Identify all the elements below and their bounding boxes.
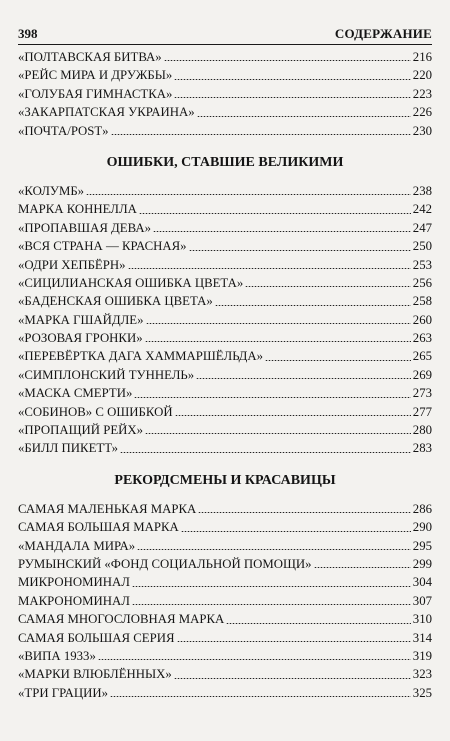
dot-leader	[174, 678, 411, 679]
dot-leader	[139, 213, 411, 214]
toc-entry-title: «МАРКИ ВЛЮБЛЁННЫХ»	[18, 667, 172, 682]
toc-entry-page: 258	[412, 294, 432, 309]
toc-entry-page: 323	[412, 667, 432, 682]
toc-entry-title: САМАЯ МАЛЕНЬКАЯ МАРКА	[18, 501, 197, 516]
toc-entry-page: 277	[412, 404, 432, 419]
toc-entry	[18, 684, 432, 702]
toc-entry	[18, 403, 432, 421]
toc-entry-page: 216	[412, 50, 432, 64]
dot-leader	[146, 323, 411, 324]
page-number: 398	[18, 26, 38, 41]
toc-entry-title: «ГОЛУБАЯ ГИМНАСТКА»	[18, 86, 173, 101]
toc-entry-title: САМАЯ БОЛЬШАЯ МАРКА	[18, 520, 179, 535]
toc-entry-title: «ЗАКАРПАТСКАЯ УКРАИНА»	[18, 105, 195, 120]
toc-entry	[18, 629, 432, 647]
toc-entry-page: 295	[412, 538, 432, 553]
toc-entry-title: «ПОЧТА/POST»	[18, 123, 109, 138]
toc-entry-title: МАКРОНОМИНАЛ	[18, 593, 130, 608]
section-heading: ОШИБКИ, СТАВШИЕ ВЕЛИКИМИ	[106, 154, 344, 170]
toc-entry-page: 319	[412, 648, 432, 663]
toc-entry	[18, 200, 432, 218]
toc-entry	[18, 311, 432, 329]
dot-leader	[128, 268, 411, 269]
dot-leader	[174, 79, 411, 80]
toc-entry-title: «ОДРИ ХЕПБЁРН»	[18, 257, 126, 272]
toc-entry-page: 269	[412, 367, 432, 382]
toc-entry	[18, 573, 432, 591]
dot-leader	[110, 696, 411, 697]
toc-entry	[18, 274, 432, 292]
toc-entry	[18, 48, 432, 66]
dot-leader	[134, 397, 410, 398]
toc-entry	[18, 329, 432, 347]
dot-leader	[132, 586, 411, 587]
section-heading: РЕКОРДСМЕНЫ И КРАСАВИЦЫ	[114, 472, 336, 488]
table-of-contents	[18, 48, 432, 702]
toc-entry-title: РУМЫНСКИЙ «ФОНД СОЦИАЛЬНОЙ ПОМОЩИ»	[18, 556, 312, 571]
toc-entry	[18, 182, 432, 200]
toc-entry-title: «БАДЕНСКАЯ ОШИБКА ЦВЕТА»	[18, 294, 213, 309]
dot-leader	[189, 250, 411, 251]
toc-entry-title: «РЕЙС МИРА И ДРУЖБЫ»	[18, 68, 173, 83]
toc-entry-title: «КОЛУМБ»	[18, 183, 85, 198]
toc-entry-title: «МАРКА ГШАЙДЛЕ»	[18, 312, 144, 327]
toc-entry	[18, 439, 432, 457]
toc-entry-page: 260	[412, 312, 432, 327]
dot-leader	[111, 134, 411, 135]
dot-leader	[226, 623, 411, 624]
dot-leader	[198, 512, 411, 513]
dot-leader	[145, 433, 411, 434]
toc-entry-page: 247	[412, 220, 432, 235]
toc-entry-title: «БИЛЛ ПИКЕТТ»	[18, 441, 119, 456]
toc-entry	[18, 219, 432, 237]
toc-entry-page: 253	[412, 257, 432, 272]
toc-entry-title: САМАЯ БОЛЬШАЯ СЕРИЯ	[18, 630, 175, 645]
toc-entry-title: «СИМПЛОНСКИЙ ТУННЕЛЬ»	[18, 367, 195, 382]
dot-leader	[181, 531, 411, 532]
toc-entry-page: 283	[412, 441, 432, 456]
toc-entry	[18, 592, 432, 610]
toc-entry-title: «ПОЛТАВСКАЯ БИТВА»	[18, 50, 162, 64]
toc-entry-page: 299	[412, 556, 432, 571]
toc-entry-title: «ВИПА 1933»	[18, 648, 96, 663]
toc-entry	[18, 665, 432, 683]
toc-entry-page: 226	[412, 105, 432, 120]
toc-entry	[18, 237, 432, 255]
toc-entry-title: «ТРИ ГРАЦИИ»	[18, 685, 109, 700]
toc-entry-page: 290	[412, 520, 432, 535]
dot-leader	[197, 116, 411, 117]
toc-entry	[18, 555, 432, 573]
toc-entry-title: САМАЯ МНОГОСЛОВНАЯ МАРКА	[18, 612, 225, 627]
dot-leader	[132, 604, 411, 605]
toc-entry	[18, 347, 432, 365]
toc-entry-page: 230	[412, 123, 432, 138]
toc-entry	[18, 610, 432, 628]
dot-leader	[196, 378, 411, 379]
toc-entry-page: 280	[412, 423, 432, 438]
toc-entry	[18, 366, 432, 384]
running-title: СОДЕРЖАНИЕ	[334, 26, 432, 41]
dot-leader	[120, 452, 411, 453]
toc-entry	[18, 103, 432, 121]
toc-entry	[18, 518, 432, 536]
toc-entry	[18, 292, 432, 310]
toc-entry-page: 286	[412, 501, 432, 516]
toc-entry-title: «СИЦИЛИАНСКАЯ ОШИБКА ЦВЕТА»	[18, 275, 244, 290]
toc-entry-title: «МАСКА СМЕРТИ»	[18, 386, 133, 401]
toc-entry-page: 263	[412, 331, 432, 346]
dot-leader	[174, 97, 410, 98]
toc-entry-page: 325	[412, 685, 432, 700]
toc-entry-page: 250	[412, 239, 432, 254]
dot-leader	[137, 549, 411, 550]
toc-entry	[18, 647, 432, 665]
dot-leader	[175, 415, 411, 416]
dot-leader	[153, 231, 411, 232]
dot-leader	[164, 60, 411, 61]
toc-entry	[18, 537, 432, 555]
toc-entry-page: 273	[412, 386, 432, 401]
toc-entry-page: 304	[412, 575, 432, 590]
toc-entry-page: 265	[412, 349, 432, 364]
toc-entry-title: МАРКА КОННЕЛЛА	[18, 202, 137, 217]
toc-entry-title: «ВСЯ СТРАНА — КРАСНАЯ»	[18, 239, 187, 254]
toc-entry	[18, 384, 432, 402]
toc-entry-page: 220	[412, 68, 432, 83]
toc-entry	[18, 85, 432, 103]
toc-entry-title: «РОЗОВАЯ ГРОНКИ»	[18, 331, 143, 346]
toc-entry	[18, 122, 432, 140]
toc-entry-page: 223	[412, 86, 432, 101]
dot-leader	[98, 659, 411, 660]
toc-entry-page: 314	[412, 630, 432, 645]
toc-entry	[18, 500, 432, 518]
toc-entry-title: «МАНДАЛА МИРА»	[18, 538, 136, 553]
toc-entry-page: 256	[412, 275, 432, 290]
toc-entry-page: 242	[412, 202, 432, 217]
dot-leader	[215, 305, 411, 306]
running-header	[18, 18, 432, 45]
dot-leader	[265, 360, 411, 361]
toc-entry	[18, 66, 432, 84]
dot-leader	[245, 286, 411, 287]
toc-entry-page: 310	[412, 612, 432, 627]
dot-leader	[314, 567, 411, 568]
toc-entry-title: «ПРОПАВШАЯ ДЕВА»	[18, 220, 151, 235]
toc-entry	[18, 256, 432, 274]
toc-entry-page: 238	[412, 183, 432, 198]
toc-entry-title: «ПРОПАЩИЙ РЕЙХ»	[18, 423, 144, 438]
dot-leader	[145, 341, 411, 342]
toc-entry-title: МИКРОНОМИНАЛ	[18, 575, 130, 590]
toc-entry	[18, 421, 432, 439]
toc-entry-title: «ПЕРЕВЁРТКА ДАГА ХАММАРШЁЛЬДА»	[18, 349, 264, 364]
dot-leader	[177, 641, 411, 642]
dot-leader	[86, 194, 411, 195]
toc-entry-title: «СОБИНОВ» С ОШИБКОЙ	[18, 404, 173, 419]
toc-entry-page: 307	[412, 593, 432, 608]
